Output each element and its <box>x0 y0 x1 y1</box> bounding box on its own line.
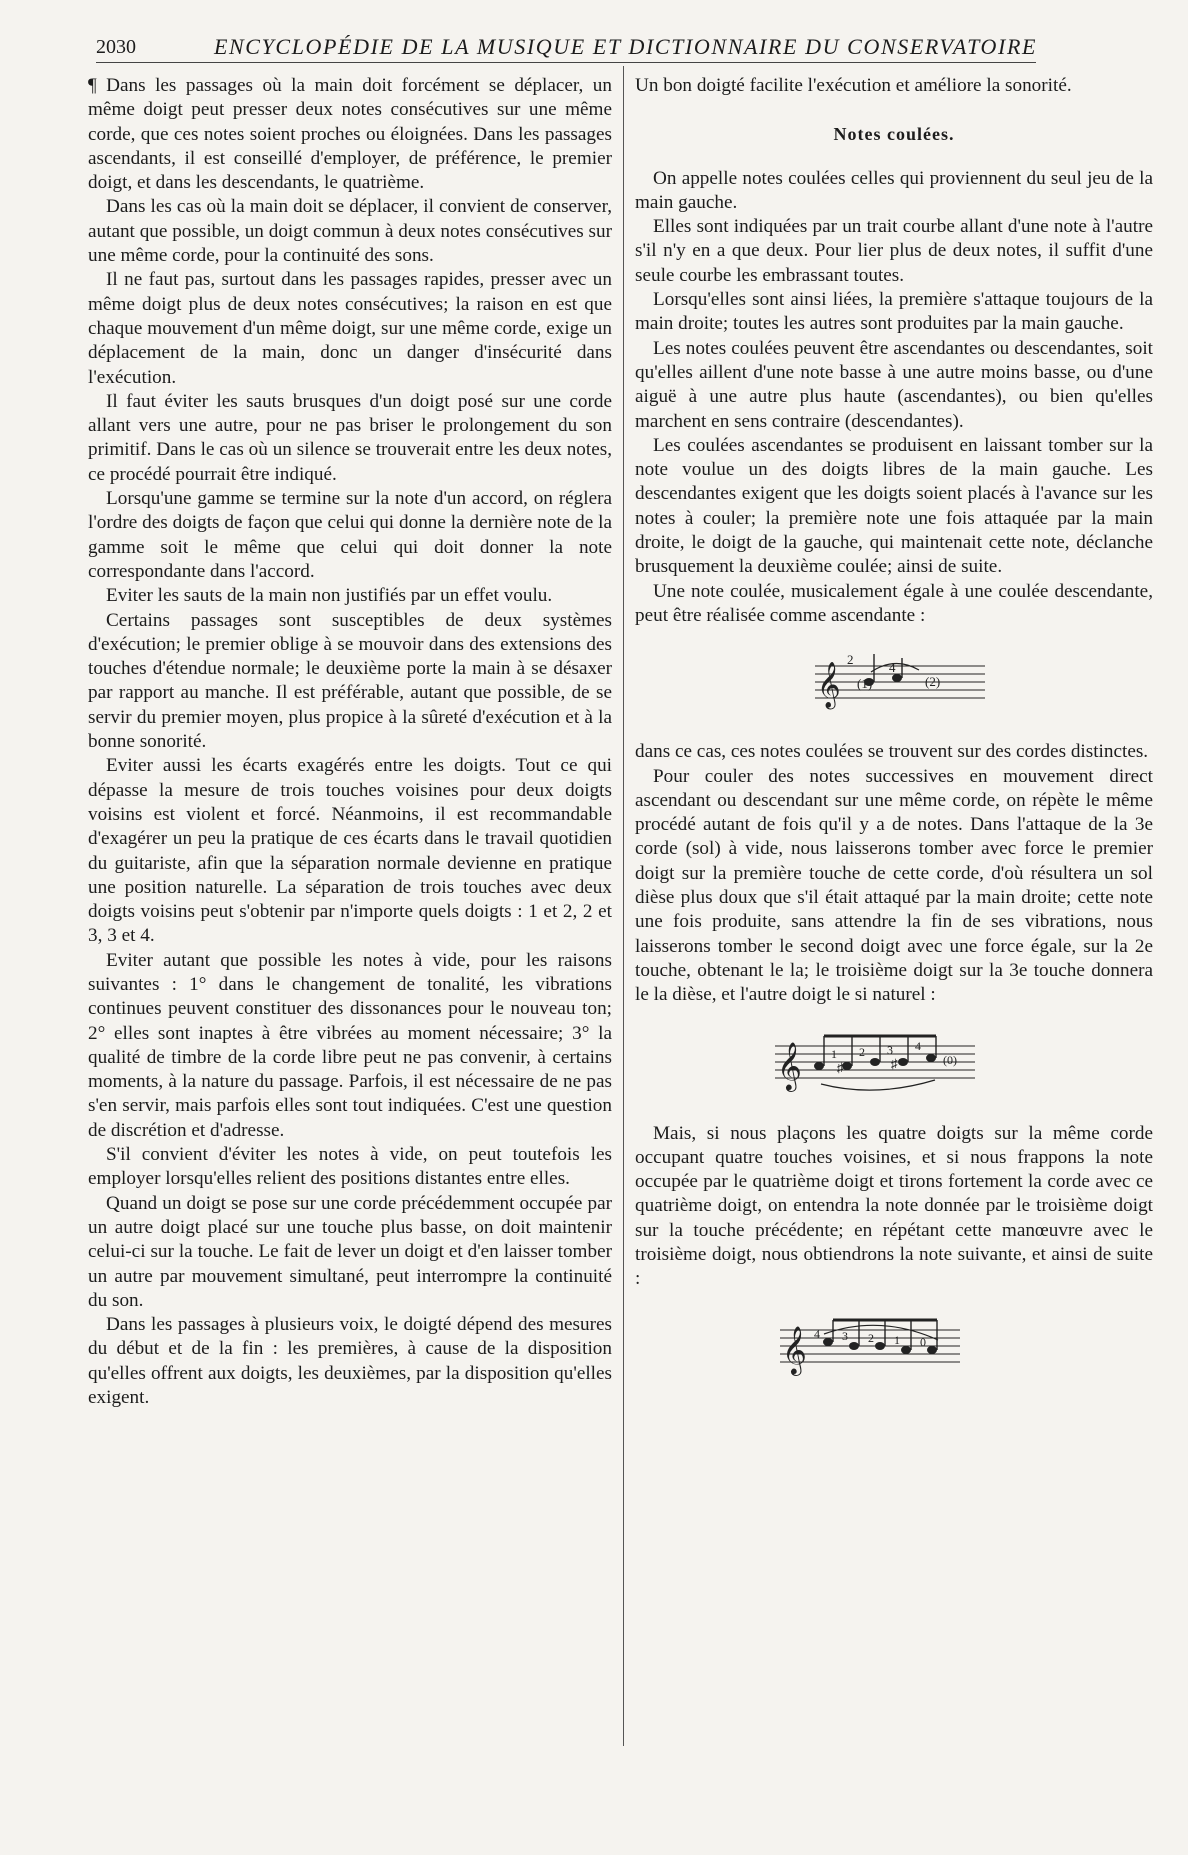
running-title: ENCYCLOPÉDIE DE LA MUSIQUE ET DICTIONNAIRE DU CONSERVATOIRE <box>214 34 1038 59</box>
page-number: 2030 <box>96 36 136 58</box>
paragraph: Elles sont indiquées par un trait courbe allant d'une note à l'autre s'il n'y en a que deux. Pour lier plus de deux notes, il suffit d'une seule courbe les embrassant toutes. <box>635 216 1153 286</box>
paragraph: Les notes coulées peuvent être ascendantes ou descendantes, soit qu'elles aillent d'une note basse à une autre moins basse, ou d'une aiguë à une autre plus haute (ascendantes), ou bien qu'elles marchent en sens contraire (descendantes). <box>635 337 1153 432</box>
paragraph: Quand un doigt se pose sur une corde précédemment occupée par un autre doigt placé sur une touche plus basse, on doit maintenir celui-ci sur la touche. Le fait de lever un doigt et d'en laisser tomber un autre par mouvement simultané, peut interrompre la continuité du son. <box>88 1192 612 1311</box>
fingering-label: 0 <box>920 1334 926 1349</box>
music-example-1 <box>815 648 1153 718</box>
fingering-label: 4 <box>889 660 896 676</box>
paragraph: Pour couler des notes successives en mouvement direct ascendant ou descendant sur une même corde, on répète le même procédé autant de fois qu'il y a de notes. Dans l'attaque de la 3e corde (sol) à vide, nous laisserons tomber avec force le premier doigt sur la première touche de cette corde, d'où résultera un sol dièse plus doux que s'il était attaqué par la main droite; cette note une fois produite, sans attendre la fin de ses vibrations, nous laisserons tomber le second doigt avec une force égale, sur la 2e touche, obtenant le la; le troisième doigt sur la 3e touche donnera le la dièse, et l'autre doigt le si naturel : <box>635 765 1153 1006</box>
paragraph: Eviter les sauts de la main non justifiés par un effet voulu. <box>106 585 553 607</box>
paragraph: Il ne faut pas, surtout dans les passages rapides, presser avec un même doigt plus de deux notes consécutives; la raison en est que chaque mouvement d'un même doigt, sur une même corde, exige un déplacement de la main, donc un danger d'insécurité dans l'exécution. <box>88 269 612 388</box>
paragraph: Lorsqu'une gamme se termine sur la note d'un accord, on réglera l'ordre des doigts de façon que celui qui donne la dernière note de la gamme soit le même que celui qui doit donner la note correspondante dans l'accord. <box>88 488 612 582</box>
music-example-2 <box>775 1028 1153 1100</box>
fingering-label: 1 <box>831 1046 837 1061</box>
paragraph: Dans les cas où la main doit se déplacer, il convient de conserver, autant que possible, un doigt commun à deux notes consécutives sur une même corde, pour la continuité des sons. <box>88 196 612 267</box>
paragraph: Eviter autant que possible les notes à vide, pour les raisons suivantes : 1° dans le changement de tonalité, les vibrations continues peuvent constituer des dissonances pour le nouveau ton; 2° elles sont inaptes à être vibrées au moment nécessaire; 3° la qualité de timbre de la corde libre peut ne pas convenir, à certains moments, à la nature du passage. Parfois, il est nécessaire de ne pas s'en servir, mais parfois elles sont tout indiquées. C'est une question de discrétion et d'adresse. <box>88 949 612 1141</box>
staff-notation <box>780 1312 960 1384</box>
fingering-label: 2 <box>859 1044 865 1059</box>
treble-clef-icon: 𝄞 <box>782 1324 807 1374</box>
paragraph: Il faut éviter les sauts brusques d'un doigt posé sur une corde allant vers une autre, pour ne pas briser le prolongement du son primitif. Dans le cas où un silence se trouverait entre les deux notes, ce procédé pourrait être indiqué. <box>88 390 612 485</box>
fingering-label: 1 <box>894 1332 900 1347</box>
paragraph: Lorsqu'elles sont ainsi liées, la première s'attaque toujours de la main droite; toutes les autres sont produites par la main gauche. <box>635 289 1153 335</box>
fingering-label: 4 <box>915 1038 921 1053</box>
svg-text:♯: ♯ <box>837 1059 844 1075</box>
column-rule <box>623 66 624 1746</box>
paragraph: ¶ Dans les passages où la main doit forcément se déplacer, un même doigt peut presser deux notes consécutives sur une même corde, que ces notes soient proches ou éloignées. Dans les passages ascendants, il est conseillé d'employer, de préférence, le premier doigt, et dans les descendants, le quatrième. <box>88 75 612 194</box>
left-column <box>88 74 612 1410</box>
fingering-label: (0) <box>943 1052 957 1067</box>
fingering-label: 2 <box>868 1330 874 1345</box>
section-title: Notes coulées. <box>833 124 955 145</box>
treble-clef-icon: 𝄞 <box>817 662 841 709</box>
paragraph: Les coulées ascendantes se produisent en laissant tomber sur la note voulue un des doigts libres de la main gauche. Les descendantes exigent que les doigts soient placés à l'avance sur les notes à couler; la première note une fois attaquée par la main droite, le doigt de la gauche, qui maintenait cette note, déclanche brusquement la deuxième coulée; ainsi de suite. <box>635 434 1153 578</box>
music-example-3 <box>780 1312 1153 1384</box>
paragraph: S'il convient d'éviter les notes à vide, on peut toutefois les employer lorsqu'elles relient des positions distantes entre elles. <box>88 1144 612 1190</box>
treble-clef-icon: 𝄞 <box>777 1040 802 1090</box>
fingering-label: 3 <box>842 1328 848 1343</box>
fingering-label: 3 <box>887 1042 893 1057</box>
running-header <box>96 32 1036 63</box>
intro-paragraph: Un bon doigté facilite l'exécution et améliore la sonorité. <box>635 75 1072 96</box>
paragraph: Dans les passages à plusieurs voix, le doigté dépend des mesures du début et de la fin : les premières, à cause de la disposition qu'elles offrent aux doigts, les deuxièmes, par la disposition qu'elles exigent. <box>88 1314 612 1409</box>
fingering-label: (1) <box>857 676 873 692</box>
fingering-label: (2) <box>925 674 941 690</box>
paragraph: Certains passages sont susceptibles de deux systèmes d'exécution; le premier oblige à se mouvoir dans des extensions des touches d'étendue normale; le deuxième porte la main à se désaxer par rapport au manche. Il est préférable, autant que possible, de se servir du premier moyen, plus propice à la sûreté d'exécution et à la bonne sonorité. <box>88 609 612 753</box>
svg-text:♯: ♯ <box>891 1055 898 1071</box>
paragraph: On appelle notes coulées celles qui proviennent du seul jeu de la main gauche. <box>635 167 1153 213</box>
paragraph: Une note coulée, musicalement égale à une coulée descendante, peut être réalisée comme ascendante : <box>635 580 1153 626</box>
staff-notation <box>775 1028 975 1100</box>
right-column <box>635 74 1153 1406</box>
paragraph: Eviter aussi les écarts exagérés entre les doigts. Tout ce qui dépasse la mesure de trois touches voisines pour deux doigts voisins est violent et forcé. Néanmoins, il est recommandable d'exagérer un peu la pratique de ces écarts dans le travail quotidien du guitariste, afin que la séparation normale devienne en pratique une position naturelle. La séparation de trois touches avec deux doigts voisins peut s'obtenir par n'importe quels doigts : 1 et 2, 2 et 3, 3 et 4. <box>88 755 612 947</box>
paragraph: Mais, si nous plaçons les quatre doigts sur la même corde occupant quatre touches voisines, et si nous frappons la note occupée par le quatrième doigt et tirons fortement la corde avec ce quatrième doigt, on entendra la note donnée par le troisième doigt sur la touche précédente; en répétant cette manœuvre avec le troisième doigt, nous obtiendrons la note suivante, et ainsi de suite : <box>635 1122 1153 1290</box>
fingering-label: 2 <box>847 652 854 668</box>
paragraph: dans ce cas, ces notes coulées se trouvent sur des cordes distinctes. <box>635 741 1149 763</box>
staff-notation <box>815 648 985 718</box>
fingering-label: 4 <box>814 1326 820 1341</box>
